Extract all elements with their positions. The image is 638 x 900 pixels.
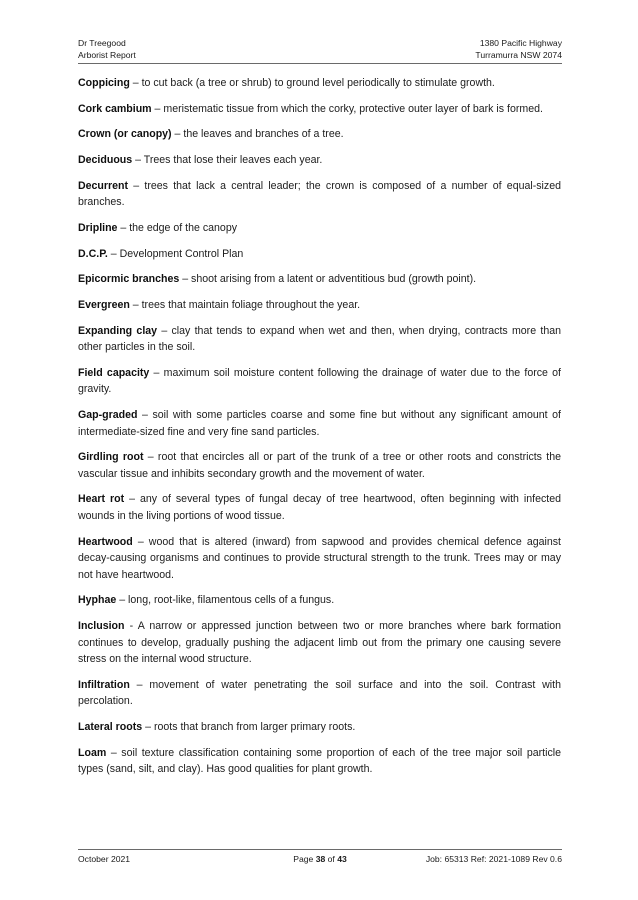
glossary-term: Hyphae (78, 594, 117, 607)
header-right (475, 37, 562, 61)
glossary-entry (78, 271, 561, 288)
glossary-term: Heart rot (78, 493, 125, 506)
glossary-entry (78, 365, 561, 398)
page-footer (78, 853, 562, 865)
glossary-term: Deciduous (78, 154, 133, 167)
glossary-definition: – clay that tends to expand when wet and then, when drying, contracts more than other particles in the soil. (78, 324, 561, 354)
glossary-entry (78, 491, 561, 524)
footer-date: October 2021 (78, 854, 131, 864)
glossary-entry (78, 449, 561, 482)
glossary-entry (78, 618, 561, 668)
glossary-term: D.C.P. (78, 247, 108, 260)
glossary-definition: – Development Control Plan (107, 247, 244, 260)
footer-divider (78, 849, 562, 850)
glossary-term: Epicormic branches (78, 273, 180, 286)
glossary-definition: – the edge of the canopy (117, 221, 238, 234)
glossary-term: Gap-graded (78, 409, 138, 422)
glossary-entry (78, 178, 561, 211)
glossary-definition: – trees that lack a central leader; the crown is composed of a number of equal-sized branches. (78, 179, 561, 209)
header-divider (78, 63, 562, 64)
glossary-definition: – Trees that lose their leaves each year. (132, 154, 323, 167)
glossary-definition: – roots that branch from larger primary roots. (142, 720, 356, 733)
glossary-definition: – maximum soil moisture content following the drainage of water due to the force of gravity. (78, 366, 561, 396)
page-header (78, 37, 562, 61)
glossary-term: Evergreen (78, 299, 130, 311)
glossary-term: Crown (or canopy) (78, 128, 172, 141)
glossary-term: Heartwood (78, 535, 133, 548)
glossary-definition: – soil with some particles coarse and some fine but without any significant amount of intermediate-sized fine and very fine sand particles. (78, 409, 561, 438)
glossary-entry (78, 246, 561, 263)
glossary-entry (78, 297, 561, 314)
glossary-entry (78, 152, 561, 169)
glossary-entry (78, 677, 561, 710)
glossary-definition: – meristematic tissue from which the corky, protective outer layer of bark is formed. (151, 102, 543, 115)
header-address-line1: 1380 Pacific Highway (479, 38, 562, 48)
glossary-entry (78, 220, 561, 237)
glossary-definition: – the leaves and branches of a tree. (171, 128, 344, 141)
glossary-term: Expanding clay (78, 324, 158, 337)
glossary-entry (78, 719, 561, 736)
footer-page-of: of (325, 854, 338, 864)
footer-page-number (239, 853, 400, 865)
glossary-definition: - A narrow or appressed junction between two or more branches where bark formation continues to develop, gradually pushing the adjacent limb out from the primary one causing severe stress on the internal wood structure. (78, 620, 561, 665)
glossary-definition: – trees that maintain foliage throughout the year. (129, 299, 361, 311)
glossary-entry (78, 592, 561, 609)
glossary-list (78, 75, 561, 787)
glossary-entry (78, 745, 561, 778)
glossary-term: Lateral roots (78, 720, 143, 733)
glossary-entry (78, 126, 561, 143)
glossary-term: Dripline (78, 221, 118, 234)
glossary-term: Girdling root (78, 451, 144, 464)
glossary-definition: – any of several types of fungal decay of tree heartwood, often beginning with infected wounds in the living portions of wood tissue. (78, 493, 561, 522)
header-author: Dr Treegood (78, 38, 126, 48)
footer-page-prefix: Page (293, 854, 316, 864)
glossary-entry (78, 75, 561, 92)
glossary-term: Loam (78, 746, 107, 759)
header-report-type: Arborist Report (78, 50, 136, 60)
glossary-entry (78, 407, 561, 440)
glossary-definition: – shoot arising from a latent or adventitious bud (growth point). (179, 273, 477, 286)
footer-page-current: 38 (315, 854, 326, 864)
glossary-entry (78, 323, 561, 356)
glossary-term: Field capacity (78, 366, 150, 379)
glossary-term: Inclusion (78, 620, 125, 632)
glossary-definition: – root that encircles all or part of the trunk of a tree or other roots and constricts the vascular tissue and inhibits secondary growth and the movement of water. (78, 451, 561, 480)
glossary-definition: – to cut back (a tree or shrub) to ground level periodically to stimulate growth. (129, 77, 495, 89)
header-left (78, 37, 136, 61)
glossary-definition: – movement of water penetrating the soil surface and into the soil. Contrast with percolation. (78, 678, 561, 708)
footer-job-ref: Job: 65313 Ref: 2021-1089 Rev 0.6 (425, 854, 562, 864)
glossary-term: Decurrent (78, 179, 129, 192)
glossary-definition: – long, root-like, filamentous cells of a fungus. (116, 594, 335, 607)
glossary-definition: – soil texture classification containing some proportion of each of the tree major soil particle types (sand, silt, and clay). Has good qualities for plant growth. (78, 746, 561, 776)
glossary-entry (78, 534, 561, 584)
glossary-definition: – wood that is altered (inward) from sapwood and provides chemical defence against decay-causing organisms and continues to provide structural strength to the trunk. Trees may or may not have heartwood. (78, 535, 561, 581)
header-address-line2: Turramurra NSW 2074 (475, 50, 562, 60)
footer-page-total: 43 (337, 854, 347, 864)
glossary-entry (78, 101, 561, 118)
glossary-term: Coppicing (78, 77, 130, 89)
glossary-term: Cork cambium (78, 102, 152, 115)
glossary-term: Infiltration (78, 678, 130, 691)
